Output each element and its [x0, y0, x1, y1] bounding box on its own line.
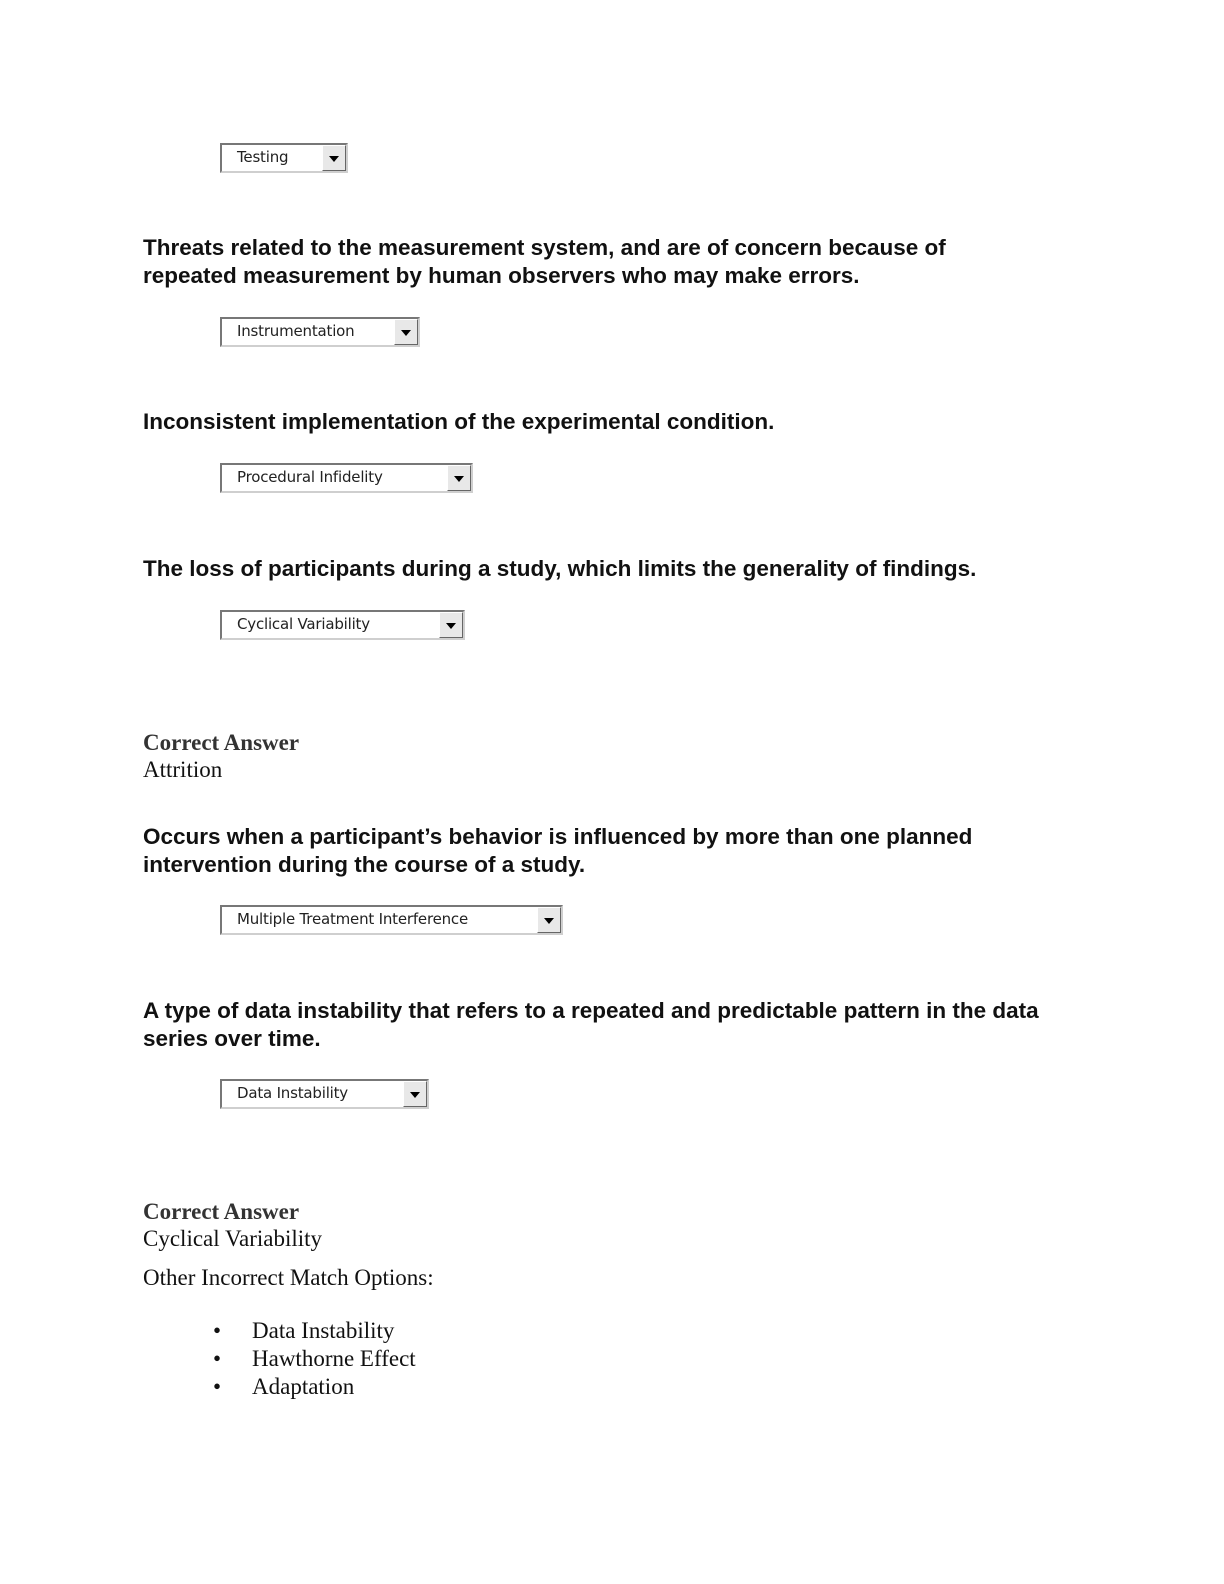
chevron-down-icon — [401, 330, 411, 336]
question-text: Inconsistent implementation of the experimental condition. — [143, 409, 775, 434]
answer-dropdown-3[interactable] — [220, 463, 473, 493]
answer-dropdown-1[interactable] — [220, 143, 348, 173]
dropdown-selected-value: Procedural Infidelity — [237, 468, 383, 486]
answer-dropdown-6[interactable] — [220, 1079, 429, 1109]
option-text: Adaptation — [252, 1374, 355, 1399]
question-text: The loss of participants during a study, which limits the generality of findings. — [143, 556, 977, 581]
correct-answer-value: Attrition — [143, 757, 223, 782]
bullet: • — [213, 1374, 222, 1399]
question-text: Threats related to the measurement system, and are of concern because of repeated measurement by human observers who may make errors. — [143, 235, 946, 288]
option-text: Hawthorne Effect — [252, 1346, 416, 1371]
dropdown-selected-value: Multiple Treatment Interference — [237, 910, 469, 928]
dropdown-button[interactable] — [322, 145, 346, 171]
dropdown-selected-value: Instrumentation — [237, 322, 355, 340]
dropdown-button[interactable] — [403, 1081, 427, 1107]
question-text: A type of data instability that refers to a repeated and predictable pattern in the data series over time. — [143, 998, 1039, 1051]
dropdown-button[interactable] — [537, 907, 561, 933]
chevron-down-icon — [446, 623, 456, 629]
answer-dropdown-4[interactable] — [220, 610, 465, 640]
correct-answer-value: Cyclical Variability — [143, 1226, 323, 1251]
dropdown-selected-value: Cyclical Variability — [237, 615, 370, 633]
other-options-heading: Other Incorrect Match Options: — [143, 1265, 434, 1290]
chevron-down-icon — [329, 156, 339, 162]
correct-answer-heading: Correct Answer — [143, 730, 300, 755]
answer-dropdown-5[interactable] — [220, 905, 563, 935]
dropdown-selected-value: Data Instability — [237, 1084, 348, 1102]
answer-dropdown-2[interactable] — [220, 317, 420, 347]
chevron-down-icon — [454, 476, 464, 482]
bullet: • — [213, 1318, 222, 1343]
bullet: • — [213, 1346, 222, 1371]
dropdown-button[interactable] — [447, 465, 471, 491]
dropdown-button[interactable] — [439, 612, 463, 638]
question-text: Occurs when a participant’s behavior is influenced by more than one planned intervention during the course of a study. — [143, 824, 973, 877]
correct-answer-heading: Correct Answer — [143, 1199, 300, 1224]
dropdown-selected-value: Testing — [237, 148, 289, 166]
chevron-down-icon — [410, 1092, 420, 1098]
option-text: Data Instability — [252, 1318, 395, 1343]
dropdown-button[interactable] — [394, 319, 418, 345]
chevron-down-icon — [544, 918, 554, 924]
